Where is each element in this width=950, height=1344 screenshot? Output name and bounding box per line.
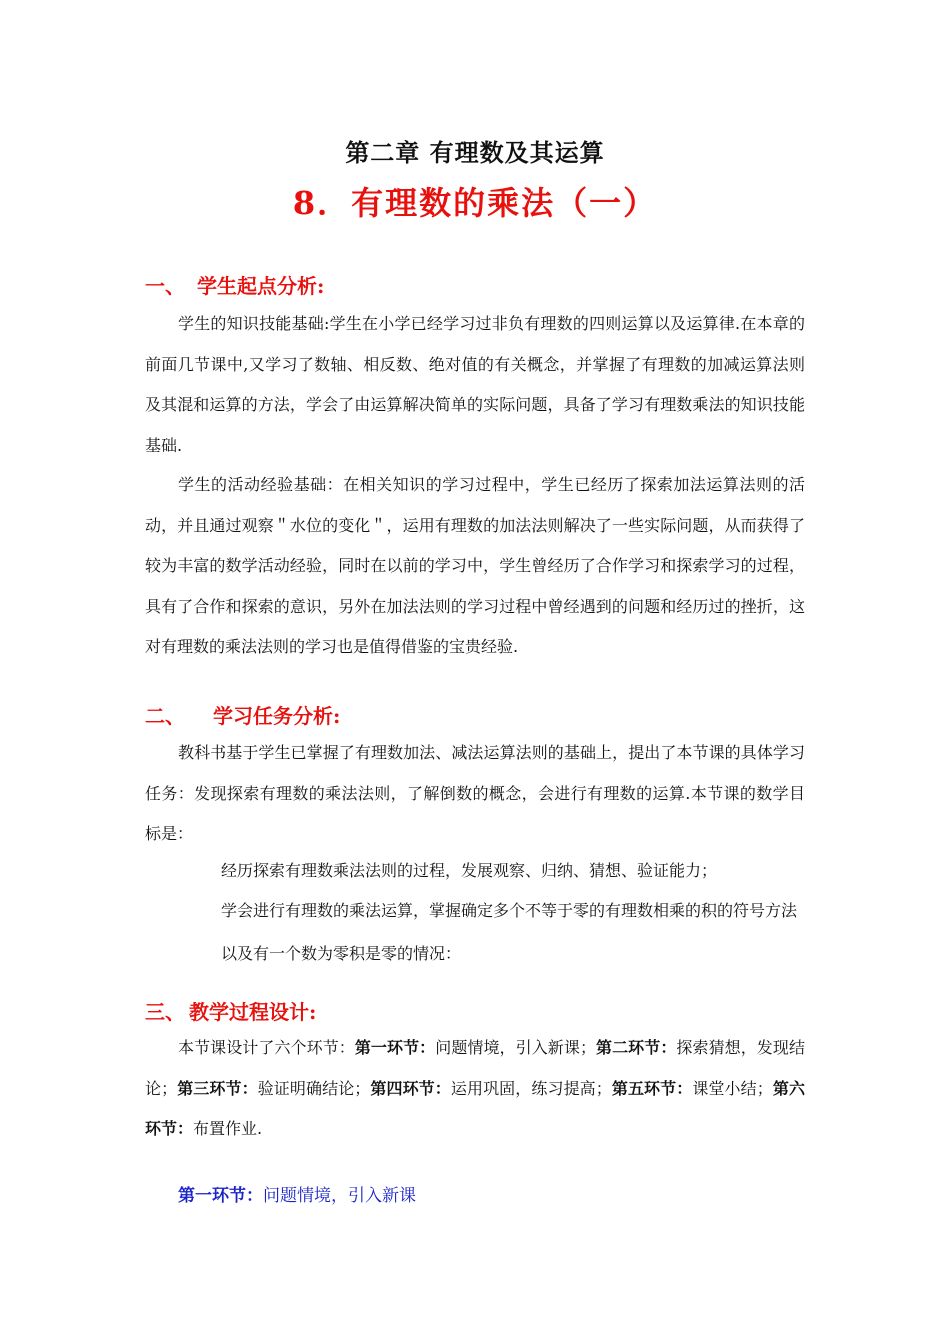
- goal-item-1: 经历探索有理数乘法法则的过程，发展观察、归纳、猜想、验证能力；: [221, 861, 718, 880]
- goal-item-2: 学会进行有理数的乘法运算，掌握确定多个不等于零的有理数相乘的积的符号方法以及有一个数为零积是零的情况：: [221, 901, 798, 963]
- link-4-label: 第四环节：: [370, 1078, 451, 1098]
- link-2-label: 第二环节：: [595, 1038, 677, 1057]
- lesson-title: 8．有理数的乘法（一）: [292, 184, 658, 222]
- section-2-title: 学习任务分析:: [213, 704, 341, 728]
- section-1-title: 学生起点分析:: [197, 274, 325, 298]
- section-3-heading: [145, 996, 316, 1025]
- step-1-label: 第一环节：: [178, 1186, 263, 1206]
- link-3-label: 第三环节：: [177, 1078, 258, 1098]
- step-1-heading: [178, 1181, 416, 1206]
- section-3-paragraph: [145, 1028, 805, 1150]
- link-5-label: 第五环节：: [611, 1078, 693, 1098]
- section-3-title: 教学过程设计:: [189, 1000, 317, 1024]
- link-2-text: 探索猜想，发现结论；: [145, 1038, 805, 1098]
- link-5-text: 课堂小结；: [692, 1078, 773, 1098]
- section-2-number: 二、: [145, 704, 185, 728]
- section-3-intro: 本节课设计了六个环节：: [178, 1038, 355, 1057]
- section-2-paragraph-1: 教科书基于学生已掌握了有理数加法、减法运算法则的基础上，提出了本节课的具体学习任务：发现探索有理数的乘法法则，了解倒数的概念，会进行有理数的运算.本节课的数学目标是：: [145, 743, 805, 843]
- link-6-text: 布置作业.: [193, 1119, 263, 1138]
- chapter-title: 第二章 有理数及其运算: [345, 138, 605, 167]
- section-2-heading: [145, 700, 340, 729]
- section-1-paragraph-2: 学生的活动经验基础：在相关知识的学习过程中，学生已经历了探索加法运算法则的活动，并且通过观察＂水位的变化＂，运用有理数的加法法则解决了一些实际问题，从而获得了较为丰富的数学活动经验，同时在以前的学习中，学生曾经历了合作学习和探索学习的过程，具有了合作和探索的意识，另外在加法法则的学习过程中曾经遇到的问题和经历过的挫折，这对有理数的乘法法则的学习也是值得借鉴的宝贵经验.: [145, 475, 805, 656]
- link-1-text: 问题情境，引入新课；: [435, 1038, 596, 1057]
- section-3-number: 三、: [145, 1000, 185, 1024]
- section-1-number: 一、: [145, 274, 185, 298]
- link-4-text: 运用巩固，练习提高；: [450, 1078, 612, 1098]
- link-1-label: 第一环节：: [354, 1038, 436, 1057]
- link-6-label: 第六环节：: [145, 1078, 805, 1138]
- section-1-paragraph-1: 学生的知识技能基础:学生在小学已经学习过非负有理数的四则运算以及运算律.在本章的前面几节课中,又学习了数轴、相反数、绝对值的有关概念，并掌握了有理数的加减运算法则及其混和运算的方法，学会了由运算解决简单的实际问题，具备了学习有理数乘法的知识技能基础.: [145, 314, 805, 455]
- link-3-text: 验证明确结论；: [257, 1078, 371, 1098]
- section-1-heading: [145, 270, 324, 299]
- step-1-text: 问题情境，引入新课: [263, 1186, 416, 1206]
